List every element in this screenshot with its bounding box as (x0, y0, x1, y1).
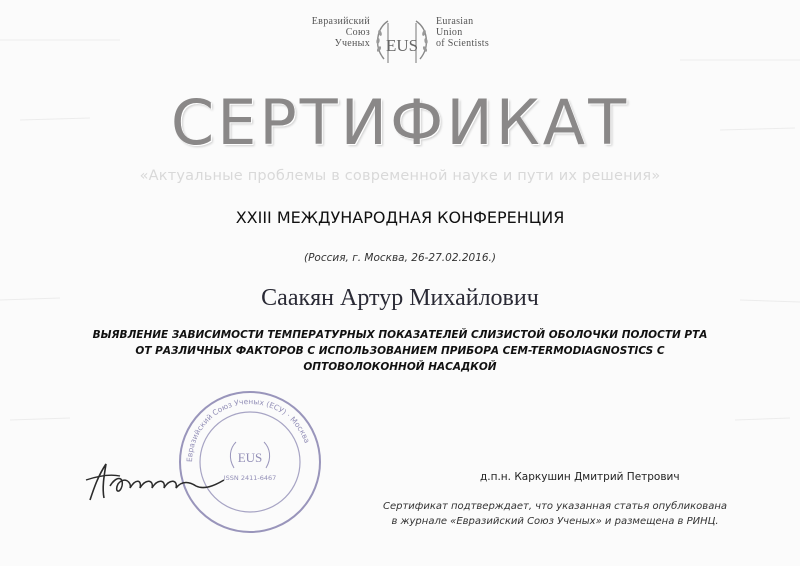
logo-emblem-text: EUS (385, 36, 419, 55)
logo-en-line-3: of Scientists (436, 38, 490, 49)
conference-subtitle: «Актуальные проблемы в современной науке и пути их решения» (139, 168, 661, 184)
logo-text-en (436, 16, 546, 49)
paper-title-line-2: ОТ РАЗЛИЧНЫХ ФАКТОРОВ С ИСПОЛЬЗОВАНИЕМ ПРИБОРА CEM-TERMODIAGNOSTICS С (135, 345, 665, 357)
eus-logo-icon (370, 11, 434, 71)
logo-en-line-2: Union (436, 27, 463, 38)
logo-text-ru (278, 16, 370, 49)
note-line-1: Сертификат подтверждает, что указанная статья опубликована (382, 501, 727, 512)
logo-ru-line-3: Ученых (334, 38, 370, 49)
certificate-title: СЕРТИФИКАТ (170, 86, 630, 159)
logo-ru-line-1: Евразийский (311, 16, 370, 27)
certificate-note (340, 499, 770, 529)
logo-ru-line-2: Союз (345, 27, 370, 38)
place-date: (Россия, г. Москва, 26-27.02.2016.) (303, 252, 496, 264)
paper-title-line-3: ОПТОВОЛОКОННОЙ НАСАДКОЙ (303, 361, 497, 373)
handwritten-signature (84, 446, 234, 508)
stamp-ring-text: Евразийский Союз Ученых (ЕСУ) · Москва (184, 396, 312, 463)
paper-title (80, 327, 720, 375)
author-name: Саакян Артур Михайлович (261, 285, 539, 311)
logo-en-line-1: Eurasian (436, 16, 474, 27)
paper-title-line-1: ВЫЯВЛЕНИЕ ЗАВИСИМОСТИ ТЕМПЕРАТУРНЫХ ПОКАЗАТЕЛЕЙ СЛИЗИСТОЙ ОБОЛОЧКИ ПОЛОСТИ РТА (92, 329, 708, 341)
stamp-emblem-text: EUS (237, 450, 263, 465)
stamp-issn: ISSN 2411-6467 (223, 474, 277, 482)
signer-name: д.п.н. Каркушин Дмитрий Петрович (480, 471, 680, 483)
note-line-2: в журнале «Евразийский Союз Ученых» и размещена в РИНЦ. (391, 516, 719, 527)
conference-name: XXIII МЕЖДУНАРОДНАЯ КОНФЕРЕНЦИЯ (235, 208, 565, 227)
